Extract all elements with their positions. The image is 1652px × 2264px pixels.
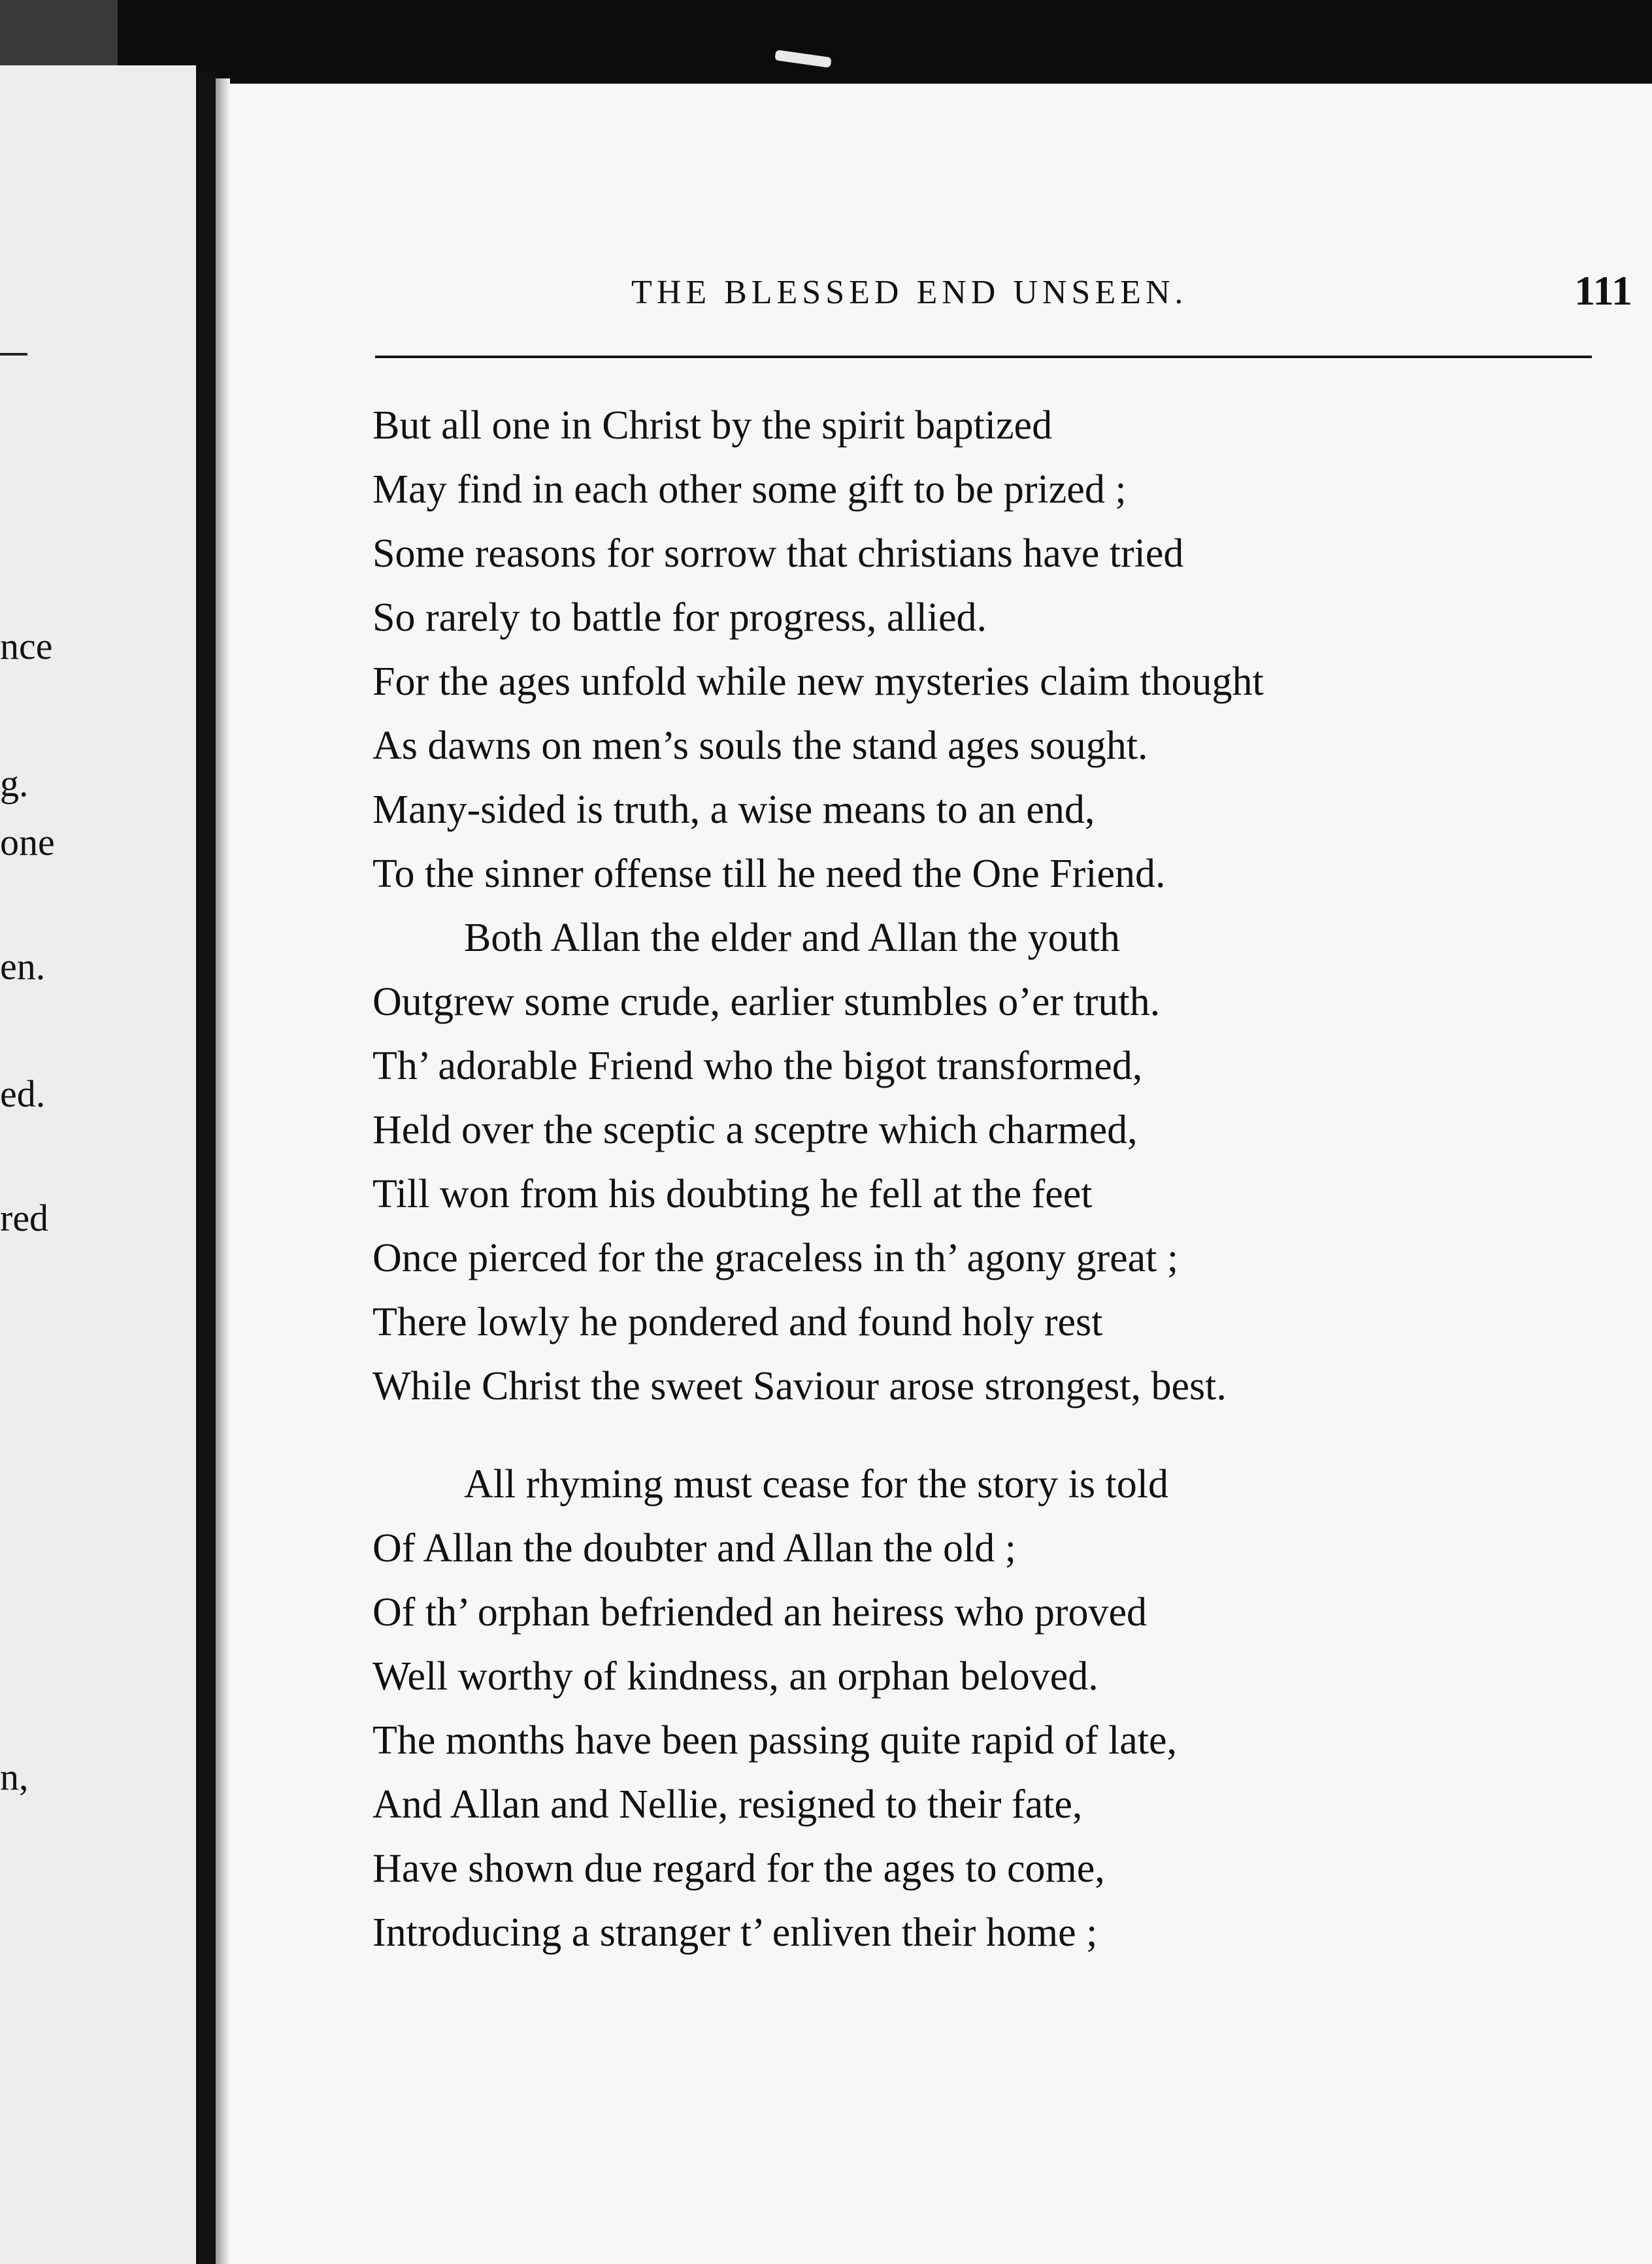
facing-page-fragment: red	[0, 1197, 49, 1239]
stanza	[372, 1452, 1614, 1965]
verse-line: But all one in Christ by the spirit baptized	[372, 403, 1053, 448]
verse-line: Some reasons for sorrow that christians have tried	[372, 531, 1184, 576]
verse-line: Till won from his doubting he fell at the feet	[372, 1172, 1093, 1216]
facing-page-rule	[0, 353, 27, 356]
verse-line: Th’ adorable Friend who the bigot transformed,	[372, 1044, 1143, 1088]
verse-line: Introducing a stranger t’ enliven their home ;	[372, 1910, 1098, 1955]
facing-page-fragment: g.	[0, 762, 29, 805]
verse-line: Well worthy of kindness, an orphan beloved.	[372, 1654, 1099, 1699]
running-title: THE BLESSED END UNSEEN.	[631, 274, 1188, 311]
verse-line: Held over the sceptic a sceptre which charmed,	[372, 1108, 1138, 1152]
stanza-break	[372, 1418, 1614, 1452]
verse-line: So rarely to battle for progress, allied.	[372, 595, 987, 640]
facing-page-edge	[0, 65, 196, 2264]
verse-line: Of Allan the doubter and Allan the old ;	[372, 1526, 1016, 1571]
header-rule	[375, 356, 1592, 358]
facing-page-fragment: nce	[0, 625, 53, 667]
verse-line: Have shown due regard for the ages to come,	[372, 1846, 1105, 1891]
poem-body	[372, 393, 1614, 1965]
verse-line: There lowly he pondered and found holy rest	[372, 1300, 1103, 1344]
verse-line: Once pierced for the graceless in th’ agony great ;	[372, 1236, 1179, 1280]
facing-page-fragment: n,	[0, 1756, 29, 1798]
scan-top-left-edge	[0, 0, 118, 65]
verse-line: May find in each other some gift to be prized ;	[372, 467, 1127, 512]
stanza	[372, 393, 1614, 1418]
verse-line: Outgrew some crude, earlier stumbles o’er truth.	[372, 980, 1161, 1024]
book-spine	[196, 72, 216, 2264]
gutter-shadow	[216, 78, 230, 2264]
verse-line: To the sinner offense till he need the One Friend.	[372, 852, 1166, 896]
verse-line: Many-sided is truth, a wise means to an end,	[372, 788, 1095, 832]
facing-page-fragment: one	[0, 821, 55, 863]
verse-line: As dawns on men’s souls the stand ages sought.	[372, 724, 1148, 768]
verse-line: While Christ the sweet Saviour arose strongest, best.	[372, 1364, 1227, 1408]
scan-top-edge	[0, 0, 1652, 84]
verse-line: The months have been passing quite rapid of late,	[372, 1718, 1178, 1763]
verse-line: Of th’ orphan befriended an heiress who proved	[372, 1590, 1148, 1635]
verse-line: For the ages unfold while new mysteries claim thought	[372, 659, 1264, 704]
facing-page-fragment: en.	[0, 945, 46, 988]
page-number: 111	[1574, 267, 1632, 314]
verse-line: Both Allan the elder and Allan the youth	[464, 916, 1120, 960]
main-page	[230, 84, 1652, 2264]
facing-page-fragment: ed.	[0, 1073, 46, 1115]
running-head	[631, 267, 1652, 325]
verse-line: All rhyming must cease for the story is told	[464, 1462, 1168, 1507]
verse-line: And Allan and Nellie, resigned to their fate,	[372, 1782, 1083, 1827]
